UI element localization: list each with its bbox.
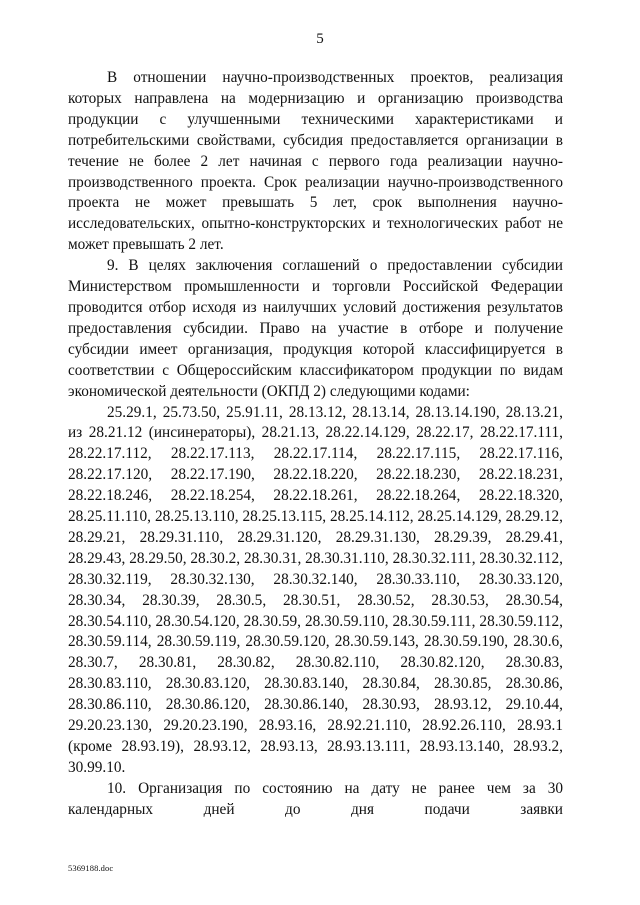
paragraph-projects-term: В отношении научно-производственных проектов, реализация которых направлена на модернизацию и организацию производства продукции с улучшенными техническими характеристиками и потребительскими свойствами, субсидия предоставляется организации в течение не более 2 лет начиная с первого года реализации научно-производственного проекта. Срок реализации научно-производственного проекта не может превышать 5 лет, срок выполнения научно-исследовательских, опытно-конструкторских и технологических работ не может превышать 2 лет. bbox=[68, 69, 563, 254]
paragraph-10-organization: 10. Организация по состоянию на дату не ранее чем за 30 календарных дней до дня подачи заявки bbox=[68, 779, 563, 818]
document-body bbox=[68, 68, 563, 821]
document-file-id: 5369188.doc bbox=[68, 863, 114, 873]
paragraph-9-selection: 9. В целях заключения соглашений о предоставлении субсидии Министерством промышленности и торговли Российской Федерации проводится отбор исходя из наилучших условий достижения результатов предоставления субсидии. Право на участие в отборе и получение субсидии имеет организация, продукция которой классифицируется в соответствии с Общероссийским классификатором продукции по видам экономической деятельности (ОКПД 2) следующими кодами: bbox=[68, 257, 563, 400]
page-number: 5 bbox=[316, 31, 324, 47]
paragraph-okpd-codes: 25.29.1, 25.73.50, 25.91.11, 28.13.12, 28.13.14, 28.13.14.190, 28.13.21, из 28.21.12 (инсинераторы), 28.21.13, 28.22.14.129, 28.22.17, 28.22.17.111, 28.22.17.112, 28.22.17.113, 28.22.17.114, 28.22.17.115, 28.22.17.116, 28.22.17.120, 28.22.17.190, 28.22.18.220, 28.22.18.230, 28.22.18.231, 28.22.18.246, 28.22.18.254, 28.22.18.261, 28.22.18.264, 28.22.18.320, 28.25.11.110, 28.25.13.110, 28.25.13.115, 28.25.14.112, 28.25.14.129, 28.29.12, 28.29.21, 28.29.31.110, 28.29.31.120, 28.29.31.130, 28.29.39, 28.29.41, 28.29.43, 28.29.50, 28.30.2, 28.30.31, 28.30.31.110, 28.30.32.111, 28.30.32.112, 28.30.32.119, 28.30.32.130, 28.30.32.140, 28.30.33.110, 28.30.33.120, 28.30.34, 28.30.39, 28.30.5, 28.30.51, 28.30.52, 28.30.53, 28.30.54, 28.30.54.110, 28.30.54.120, 28.30.59, 28.30.59.110, 28.30.59.111, 28.30.59.112, 28.30.59.114, 28.30.59.119, 28.30.59.120, 28.30.59.143, 28.30.59.190, 28.30.6, 28.30.7, 28.30.81, 28.30.82, 28.30.82.110, 28.30.82.120, 28.30.83, 28.30.83.110, 28.30.83.120, 28.30.83.140, 28.30.84, 28.30.85, 28.30.86, 28.30.86.110, 28.30.86.120, 28.30.86.140, 28.30.93, 28.93.12, 29.10.44, 29.20.23.130, 29.20.23.190, 28.93.16, 28.92.21.110, 28.92.26.110, 28.93.1 (кроме 28.93.19), 28.93.12, 28.93.13, 28.93.13.111, 28.93.13.140, 28.93.2, 30.99.10. bbox=[68, 403, 563, 776]
